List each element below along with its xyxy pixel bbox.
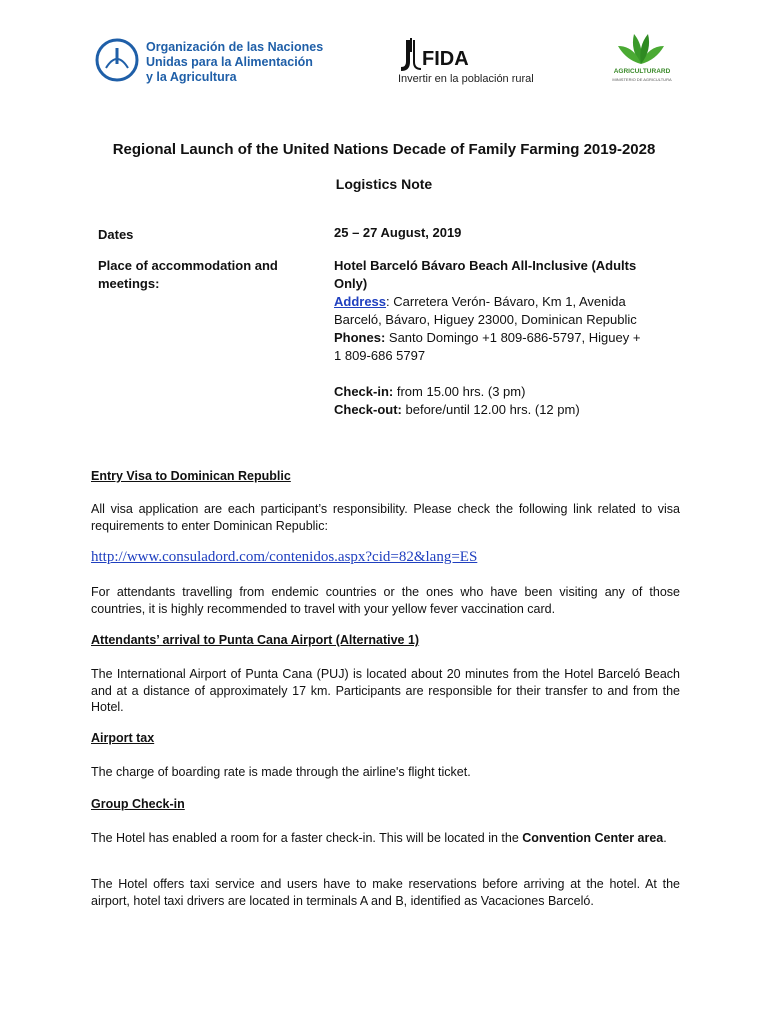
dates-value: 25 – 27 August, 2019 [334,225,462,240]
fida-name: FIDA [422,48,469,70]
arrival-heading: Attendants’ arrival to Punta Cana Airport (Alternative 1) [91,633,420,647]
fao-organization-name [146,40,323,85]
fida-tagline: Invertir en la población rural [398,73,534,85]
place-value [334,257,679,419]
document-title: Regional Launch of the United Nations Decade of Family Farming 2019-2028 [112,141,656,158]
fida-logo [398,38,478,72]
fao-name-line-2: Unidas para la Alimentación [146,55,313,69]
group-checkin-text [91,830,680,847]
checkout-label: Check-out: [334,402,402,417]
phones-line-1 [334,329,679,347]
checkin-line [334,383,679,401]
visa-heading: Entry Visa to Dominican Republic [91,469,291,483]
agricultura-name: AGRICULTURARD [613,68,671,75]
phones-text-1: Santo Domingo +1 809-686-5797, Higuey + [385,330,641,345]
visa-link[interactable]: http://www.consuladord.com/contenidos.aspx?cid=82&lang=ES [91,549,478,565]
taxi-text: The Hotel offers taxi service and users have to make reservations before arriving at the hotel. At the airport, hotel taxi drivers are located in terminals A and B, identified as Vacaciones Barceló. [91,877,680,908]
fao-name-line-3: y la Agricultura [146,70,237,84]
address-text-1: : Carretera Verón- Bávaro, Km 1, Avenida [386,294,626,309]
place-label-line-1: Place of accommodation and [98,258,278,273]
arrival-text: The International Airport of Punta Cana (PUJ) is located about 20 minutes from the Hotel Barceló Beach and at a distance of approximately 17 km. Participants are responsible for their transfer to and from the Hotel. [91,667,680,714]
group-checkin-heading: Group Check-in [91,797,185,811]
airport-tax-text: The charge of boarding rate is made through the airline's flight ticket. [91,765,471,779]
airport-tax-heading: Airport tax [91,731,155,745]
convention-center: Convention Center area [522,831,664,845]
agricultura-logo [612,30,670,92]
dates-label: Dates [98,227,134,242]
yellow-fever-text: For attendants travelling from endemic countries or the ones who have been visiting any of those countries, it is highly recommended to travel with your yellow fever vaccination card. [91,585,680,616]
checkout-value: before/until 12.00 hrs. (12 pm) [401,402,580,417]
address-link[interactable]: Address [334,294,387,309]
checkin-value: from 15.00 hrs. (3 pm) [393,384,526,399]
hotel-name-line-1: Hotel Barceló Bávaro Beach All-Inclusive (Adults [334,258,637,273]
fao-logo [92,38,142,82]
phones-line-2: 1 809-686 5797 [334,348,426,363]
fao-name-line-1: Organización de las Naciones [146,40,324,54]
visa-text: All visa application are each participant’s responsibility. Please check the following link related to visa requirements to enter Dominican Republic: [91,502,680,533]
hotel-name-line-2: Only) [334,276,368,291]
group-checkin-text-end: . [663,831,667,845]
checkin-label: Check-in: [334,384,394,399]
group-checkin-text-start: The Hotel has enabled a room for a faster check-in. This will be located in the [91,831,523,845]
checkout-line [334,401,679,419]
document-subtitle: Logistics Note [335,176,433,192]
phones-label: Phones: [334,330,386,345]
address-line-1 [334,293,679,311]
place-label-line-2: meetings: [98,276,160,291]
agricultura-subtitle: MINISTERIO DE AGRICULTURA [612,77,672,82]
address-line-2: Barceló, Bávaro, Higuey 23000, Dominican Republic [334,312,637,327]
place-label [98,257,278,293]
